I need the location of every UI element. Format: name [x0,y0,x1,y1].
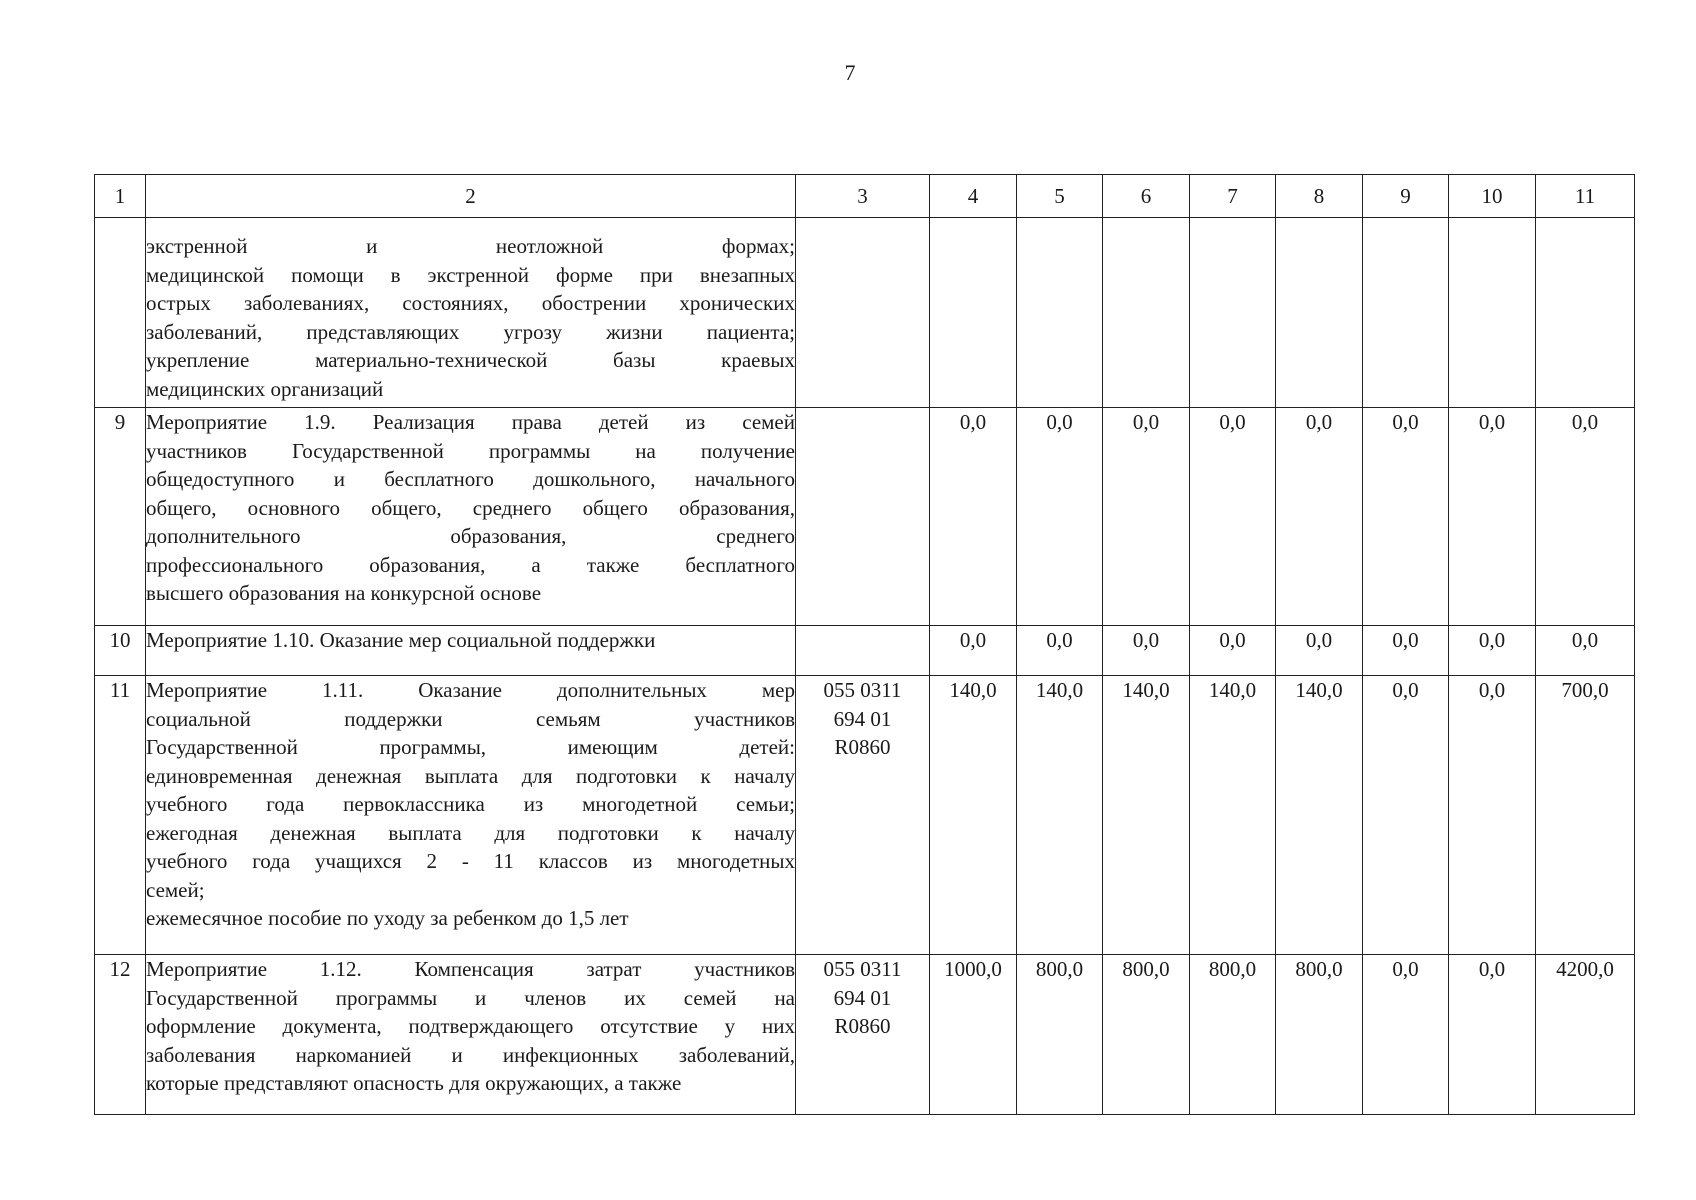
funding-value [930,218,1017,408]
funding-value: 0,0 [1363,955,1449,1115]
funding-value: 0,0 [1536,408,1635,626]
col-header: 7 [1190,175,1276,218]
description-line: острых заболеваниях, состояниях, обострении хронических [146,291,795,315]
funding-value: 700,0 [1536,676,1635,955]
funding-value: 800,0 [1017,955,1103,1115]
description-line: социальной поддержки семьям участников [146,706,795,731]
description-line: Мероприятие 1.10. Оказание мер социальной поддержки [146,628,656,652]
funding-value [1190,218,1276,408]
description-line: профессионального образования, а также бесплатного [146,552,795,577]
funding-value: 800,0 [1190,955,1276,1115]
col-header: 8 [1276,175,1363,218]
funding-value: 140,0 [1190,676,1276,955]
program-measures-table [94,174,1635,1115]
description-line: учебного года первоклассника из многодетной семьи; [146,792,795,816]
funding-value: 0,0 [1449,626,1536,676]
description-line: ежемесячное пособие по уходу за ребенком до 1,5 лет [146,906,629,930]
table-row [95,218,1635,408]
funding-value: 800,0 [1276,955,1363,1115]
funding-value: 0,0 [1190,408,1276,626]
col-header: 1 [95,175,146,218]
funding-value: 0,0 [1276,626,1363,676]
table-row [95,408,1635,626]
funding-value: 0,0 [1363,676,1449,955]
row-number: 9 [95,408,146,626]
description-line: заболеваний, представляющих угрозу жизни пациента; [146,319,795,344]
description-line: высшего образования на конкурсной основе [146,581,542,605]
header-row [95,175,1635,218]
funding-value: 0,0 [1017,626,1103,676]
funding-value: 0,0 [1103,408,1190,626]
funding-value: 0,0 [1017,408,1103,626]
description-line: семей; [146,877,205,902]
funding-value: 140,0 [1276,676,1363,955]
description-line: которые представляют опасность для окружающих, а также [146,1071,682,1095]
budget-code [796,218,930,408]
col-header: 2 [146,175,796,218]
description-line: общедоступного и бесплатного дошкольного, начального [146,467,795,491]
funding-value: 0,0 [1536,626,1635,676]
funding-value: 800,0 [1103,955,1190,1115]
budget-code-line: 694 01 [833,706,892,731]
description-line: экстренной и неотложной формах; [146,234,795,258]
table-row [95,626,1635,676]
description-line: укрепление материально-технической базы краевых [146,348,795,372]
col-header: 4 [930,175,1017,218]
funding-value [1536,218,1635,408]
budget-code [796,955,930,1115]
funding-value: 4200,0 [1536,955,1635,1115]
budget-code [796,408,930,626]
funding-value: 0,0 [1103,626,1190,676]
funding-value: 0,0 [930,408,1017,626]
budget-code [796,676,930,955]
measure-description [146,408,796,626]
funding-value [1363,218,1449,408]
col-header: 11 [1536,175,1635,218]
row-number: 10 [95,626,146,676]
description-line: ежегодная денежная выплата для подготовки к началу [146,820,795,845]
description-line: медицинских организаций [146,376,384,401]
funding-value: 140,0 [930,676,1017,955]
description-line: оформление документа, подтверждающего отсутствие у них [146,1014,795,1038]
funding-value: 0,0 [1363,626,1449,676]
col-header: 10 [1449,175,1536,218]
measure-description [146,626,796,676]
budget-code-line: R0860 [834,735,891,759]
page-number: 7 [844,60,856,85]
funding-value [1017,218,1103,408]
description-line: Государственной программы и членов их семей на [146,985,795,1010]
budget-code-line: R0860 [834,1014,891,1038]
funding-value: 140,0 [1103,676,1190,955]
col-header: 6 [1103,175,1190,218]
table-row [95,955,1635,1115]
col-header: 5 [1017,175,1103,218]
row-number: 12 [95,955,146,1115]
budget-code-line: 055 0311 [823,678,902,702]
funding-value: 0,0 [1276,408,1363,626]
funding-value: 1000,0 [930,955,1017,1115]
row-number [95,218,146,408]
description-line: учебного года учащихся 2 - 11 классов из многодетных [146,849,795,873]
funding-value: 0,0 [1449,676,1536,955]
description-line: Мероприятие 1.9. Реализация права детей из семей [146,410,795,434]
funding-value: 140,0 [1017,676,1103,955]
description-line: единовременная денежная выплата для подготовки к началу [146,763,795,788]
measure-description [146,218,796,408]
funding-value: 0,0 [1363,408,1449,626]
funding-value [1449,218,1536,408]
budget-code [796,626,930,676]
measure-description [146,676,796,955]
table-row [95,676,1635,955]
funding-value: 0,0 [1449,408,1536,626]
funding-value: 0,0 [1190,626,1276,676]
funding-value [1103,218,1190,408]
description-line: участников Государственной программы на получение [146,438,795,463]
description-line: медицинской помощи в экстренной форме при внезапных [146,262,795,287]
description-line: Государственной программы, имеющим детей: [146,735,795,759]
description-line: общего, основного общего, среднего общего образования, [146,495,795,520]
description-line: Мероприятие 1.12. Компенсация затрат участников [146,957,795,981]
description-line: Мероприятие 1.11. Оказание дополнительных мер [146,678,795,702]
description-line: дополнительного образования, среднего [146,524,795,548]
funding-value: 0,0 [1449,955,1536,1115]
col-header: 3 [796,175,930,218]
description-line: заболевания наркоманией и инфекционных заболеваний, [146,1042,795,1067]
measure-description [146,955,796,1115]
row-number: 11 [95,676,146,955]
budget-code-line: 694 01 [833,985,892,1010]
funding-value [1276,218,1363,408]
col-header: 9 [1363,175,1449,218]
budget-code-line: 055 0311 [823,957,902,981]
funding-value: 0,0 [930,626,1017,676]
